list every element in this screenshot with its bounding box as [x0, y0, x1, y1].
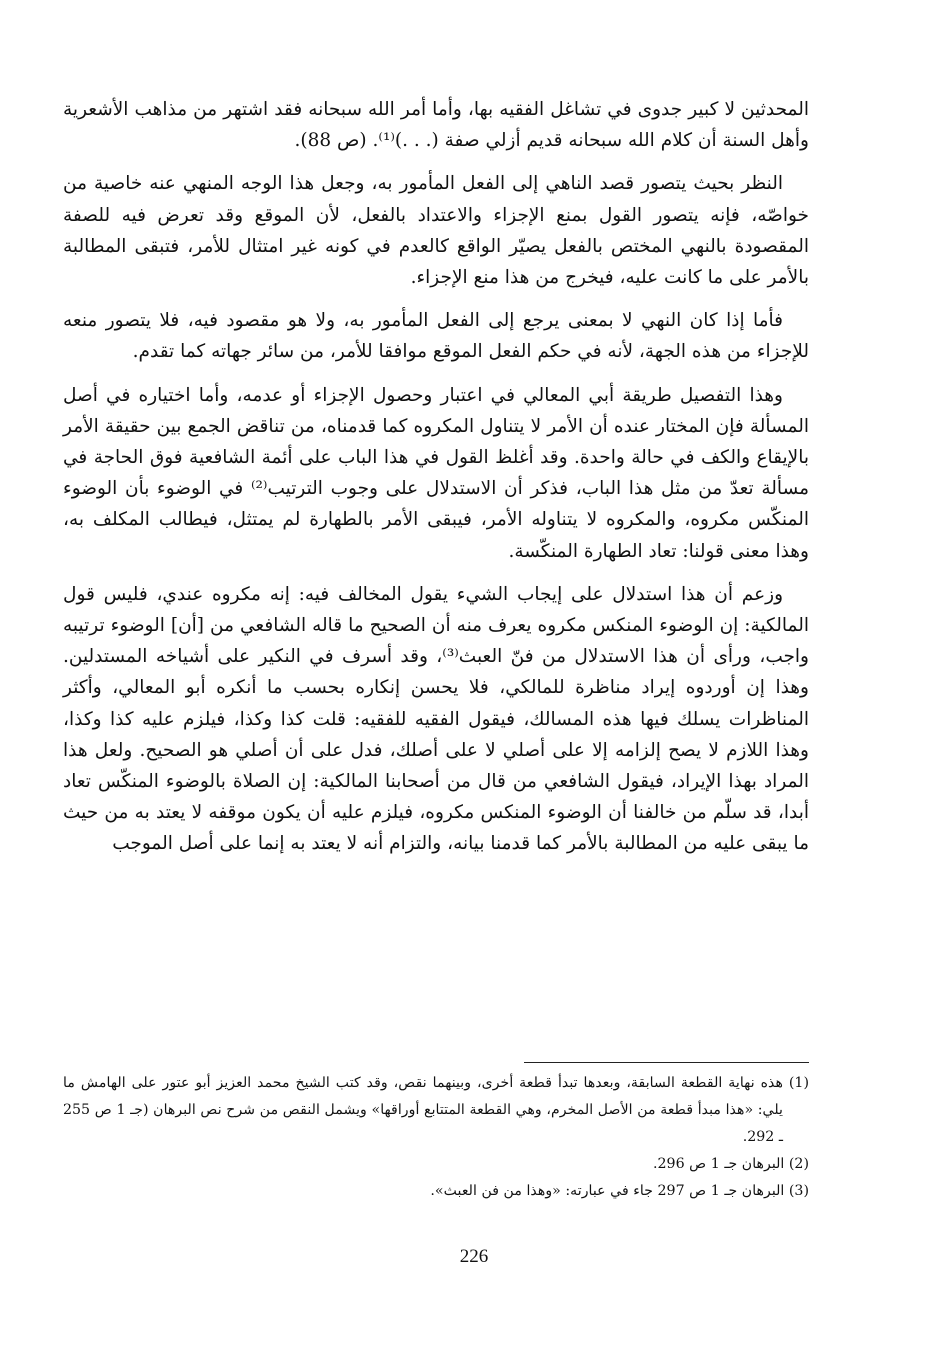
paragraph-1: المحدثين لا كبير جدوى في تشاغل الفقيه بها، وأما أمر الله سبحانه فقد اشتهر من مذاهب الأشعرية وأهل السنة أن كلام الله سبحانه قديم أزلي صفة (. . .)⁽¹⁾. (ص 88). [63, 99, 809, 152]
footnotes [63, 1070, 809, 1205]
main-text [63, 94, 809, 872]
paragraph-4: وهذا التفصيل طريقة أبي المعالي في اعتبار وحصول الإجزاء أو عدمه، وأما اختياره في أصل المسألة فإن المختار عنده أن الأمر لا يتناول المكروه كما قدمناه، من تناقض الجمع بين حقيقة الأمر بالإيقاع والكف في حالة واحدة. وقد أغلظ القول في هذا الباب على أئمة الشافعية فوق الحاجة في مسألة تعدّ من مثل هذا الباب، فذكر أن الاستدلال على وجوب الترتيب⁽²⁾ في الوضوء بأن الوضوء المنكّس مكروه، والمكروه لا يتناوله الأمر، فيبقى الأمر بالطهارة لم يمتثل، فيطالب المكلف به، وهذا معنى قولنا: تعاد الطهارة المنكّسة. [63, 384, 809, 562]
paragraph-3: فأما إذا كان النهي لا بمعنى يرجع إلى الفعل المأمور به، ولا هو مقصود فيه، فلا يتصور منعه للإجزاء من هذه الجهة، لأنه في حكم الفعل الموقع موافقا للأمر، من سائر جهاته كما تقدم. [63, 310, 809, 363]
paragraph-2: النظر بحيث يتصور قصد الناهي إلى الفعل المأمور به، وجعل هذا الوجه المنهي عنه خاصية من خواصّه، فإنه يتصور القول بمنع الإجزاء والاعتداد بالفعل، لأن الموقع وقد تعرض فيه للصفة المقصودة بالنهي المختص بالفعل يصيّر الواقع كالعدم في كونه غير امتثال للأمر، فتبقى المطالبة بالأمر على ما كانت عليه، فيخرج من هذا منع الإجزاء. [63, 173, 809, 289]
footnote-separator [524, 1062, 809, 1063]
page-number: 226 [459, 1246, 489, 1267]
paragraph-5: وزعم أن هذا استدلال على إيجاب الشيء يقول المخالف فيه: إنه مكروه عندي، فليس قول المالكية: إن الوضوء المنكس مكروه يعرف منه أن الصحيح ما قاله الشافعي من [أن] الوضوء ترتيبه واجب، ورأى أن هذا الاستدلال من فنّ العبث⁽³⁾، وقد أسرف في النكير على أشياخه المستدلين. وهذا إن أوردوه إيراد مناظرة للمالكي، فلا يحسن إنكاره بحسب ما أنكره أبو المعالي، وأكثر المناظرات يسلك فيها هذه المسالك، فيقول الفقيه للفقيه: قلت كذا وكذا، فيلزم عليه كذا وكذا، وهذا اللازم لا يصح إلزامه إلا على أصلي لا على أصلك، فدل على أن أصلي هو الصحيح. ولعل هذا المراد بهذا الإيراد، فيقول الشافعي من قال من أصحابنا المالكية: إن الصلاة بالوضوء المنكّس تعاد أبدا، قد سلّم من خالفنا أن الوضوء المنكس مكروه، فيلزم عليه أن يكون موقفه لا يعتد به من حيث ما يبقى عليه من المطالبة بالأمر كما قدمنا بيانه، والتزام أنه لا يعتد به إنما على أصل الموجب [63, 583, 809, 855]
footnote-3: (3) البرهان جـ 1 ص 297 جاء في عبارته: «وهذا من فن العبث». [430, 1183, 809, 1199]
footnote-2: (2) البرهان جـ 1 ص 296. [653, 1156, 809, 1172]
footnote-1: (1) هذه نهاية القطعة السابقة، وبعدها تبدأ قطعة أخرى، وبينهما نقص، وقد كتب الشيخ محمد العزيز أبو عتور على الهامش ما يلي: «هذا مبدأ قطعة من الأصل المخرم، وهي القطعة المتتابع أوراقها» ويشمل النقص من شرح نص البرهان (جـ 1 ص 255 ـ 292. [63, 1075, 809, 1145]
